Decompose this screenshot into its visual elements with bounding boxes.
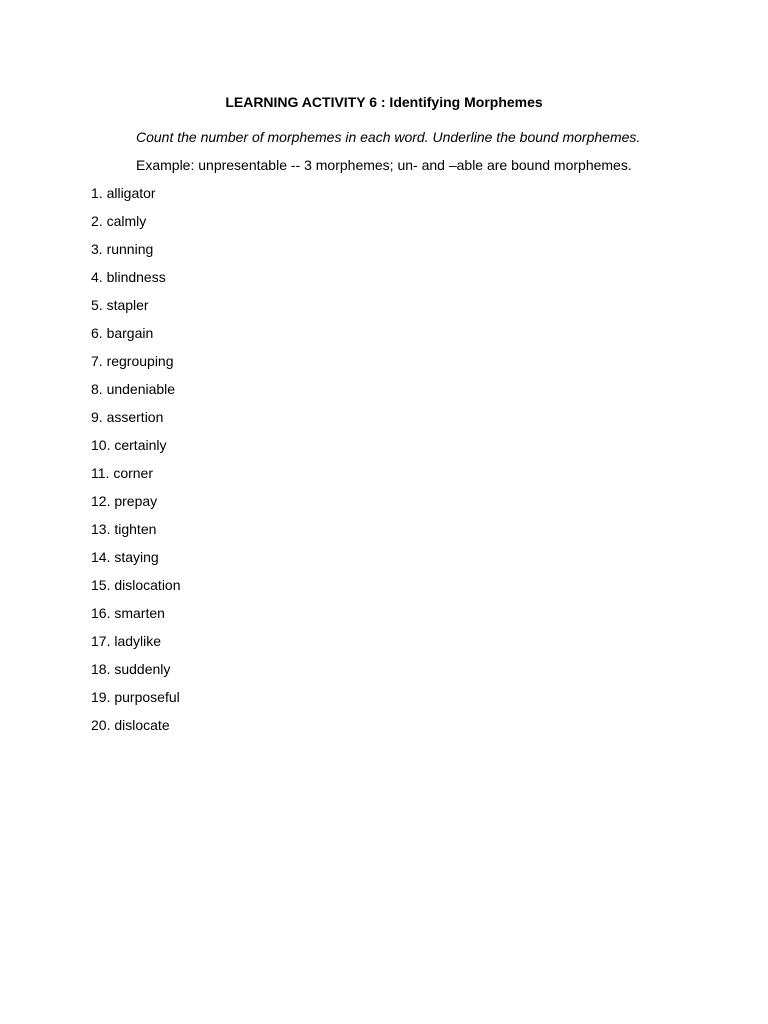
list-item: 18. suddenly [91,661,171,677]
list-item: 15. dislocation [91,577,181,593]
list-item: 20. dislocate [91,717,170,733]
list-item: 7. regrouping [91,353,174,369]
list-item: 14. staying [91,549,159,565]
list-item: 2. calmly [91,213,147,229]
list-item: 3. running [91,241,154,257]
list-item: 5. stapler [91,297,149,313]
list-item: 13. tighten [91,521,157,537]
word-list [91,184,181,744]
list-item: 12. prepay [91,493,158,509]
example-text: Example: unpresentable -- 3 morphemes; un- and –able are bound morphemes. [136,157,632,173]
list-item: 19. purposeful [91,689,180,705]
list-item: 16. smarten [91,605,165,621]
page-title: LEARNING ACTIVITY 6 : Identifying Morphemes [225,94,543,110]
list-item: 6. bargain [91,325,154,341]
instruction-text: Count the number of morphemes in each word. Underline the bound morphemes. [136,129,641,145]
list-item: 8. undeniable [91,381,176,397]
list-item: 10. certainly [91,437,167,453]
list-item: 4. blindness [91,269,166,285]
list-item: 1. alligator [91,185,156,201]
list-item: 9. assertion [91,409,164,425]
list-item: 17. ladylike [91,633,162,649]
list-item: 11. corner [91,465,153,481]
